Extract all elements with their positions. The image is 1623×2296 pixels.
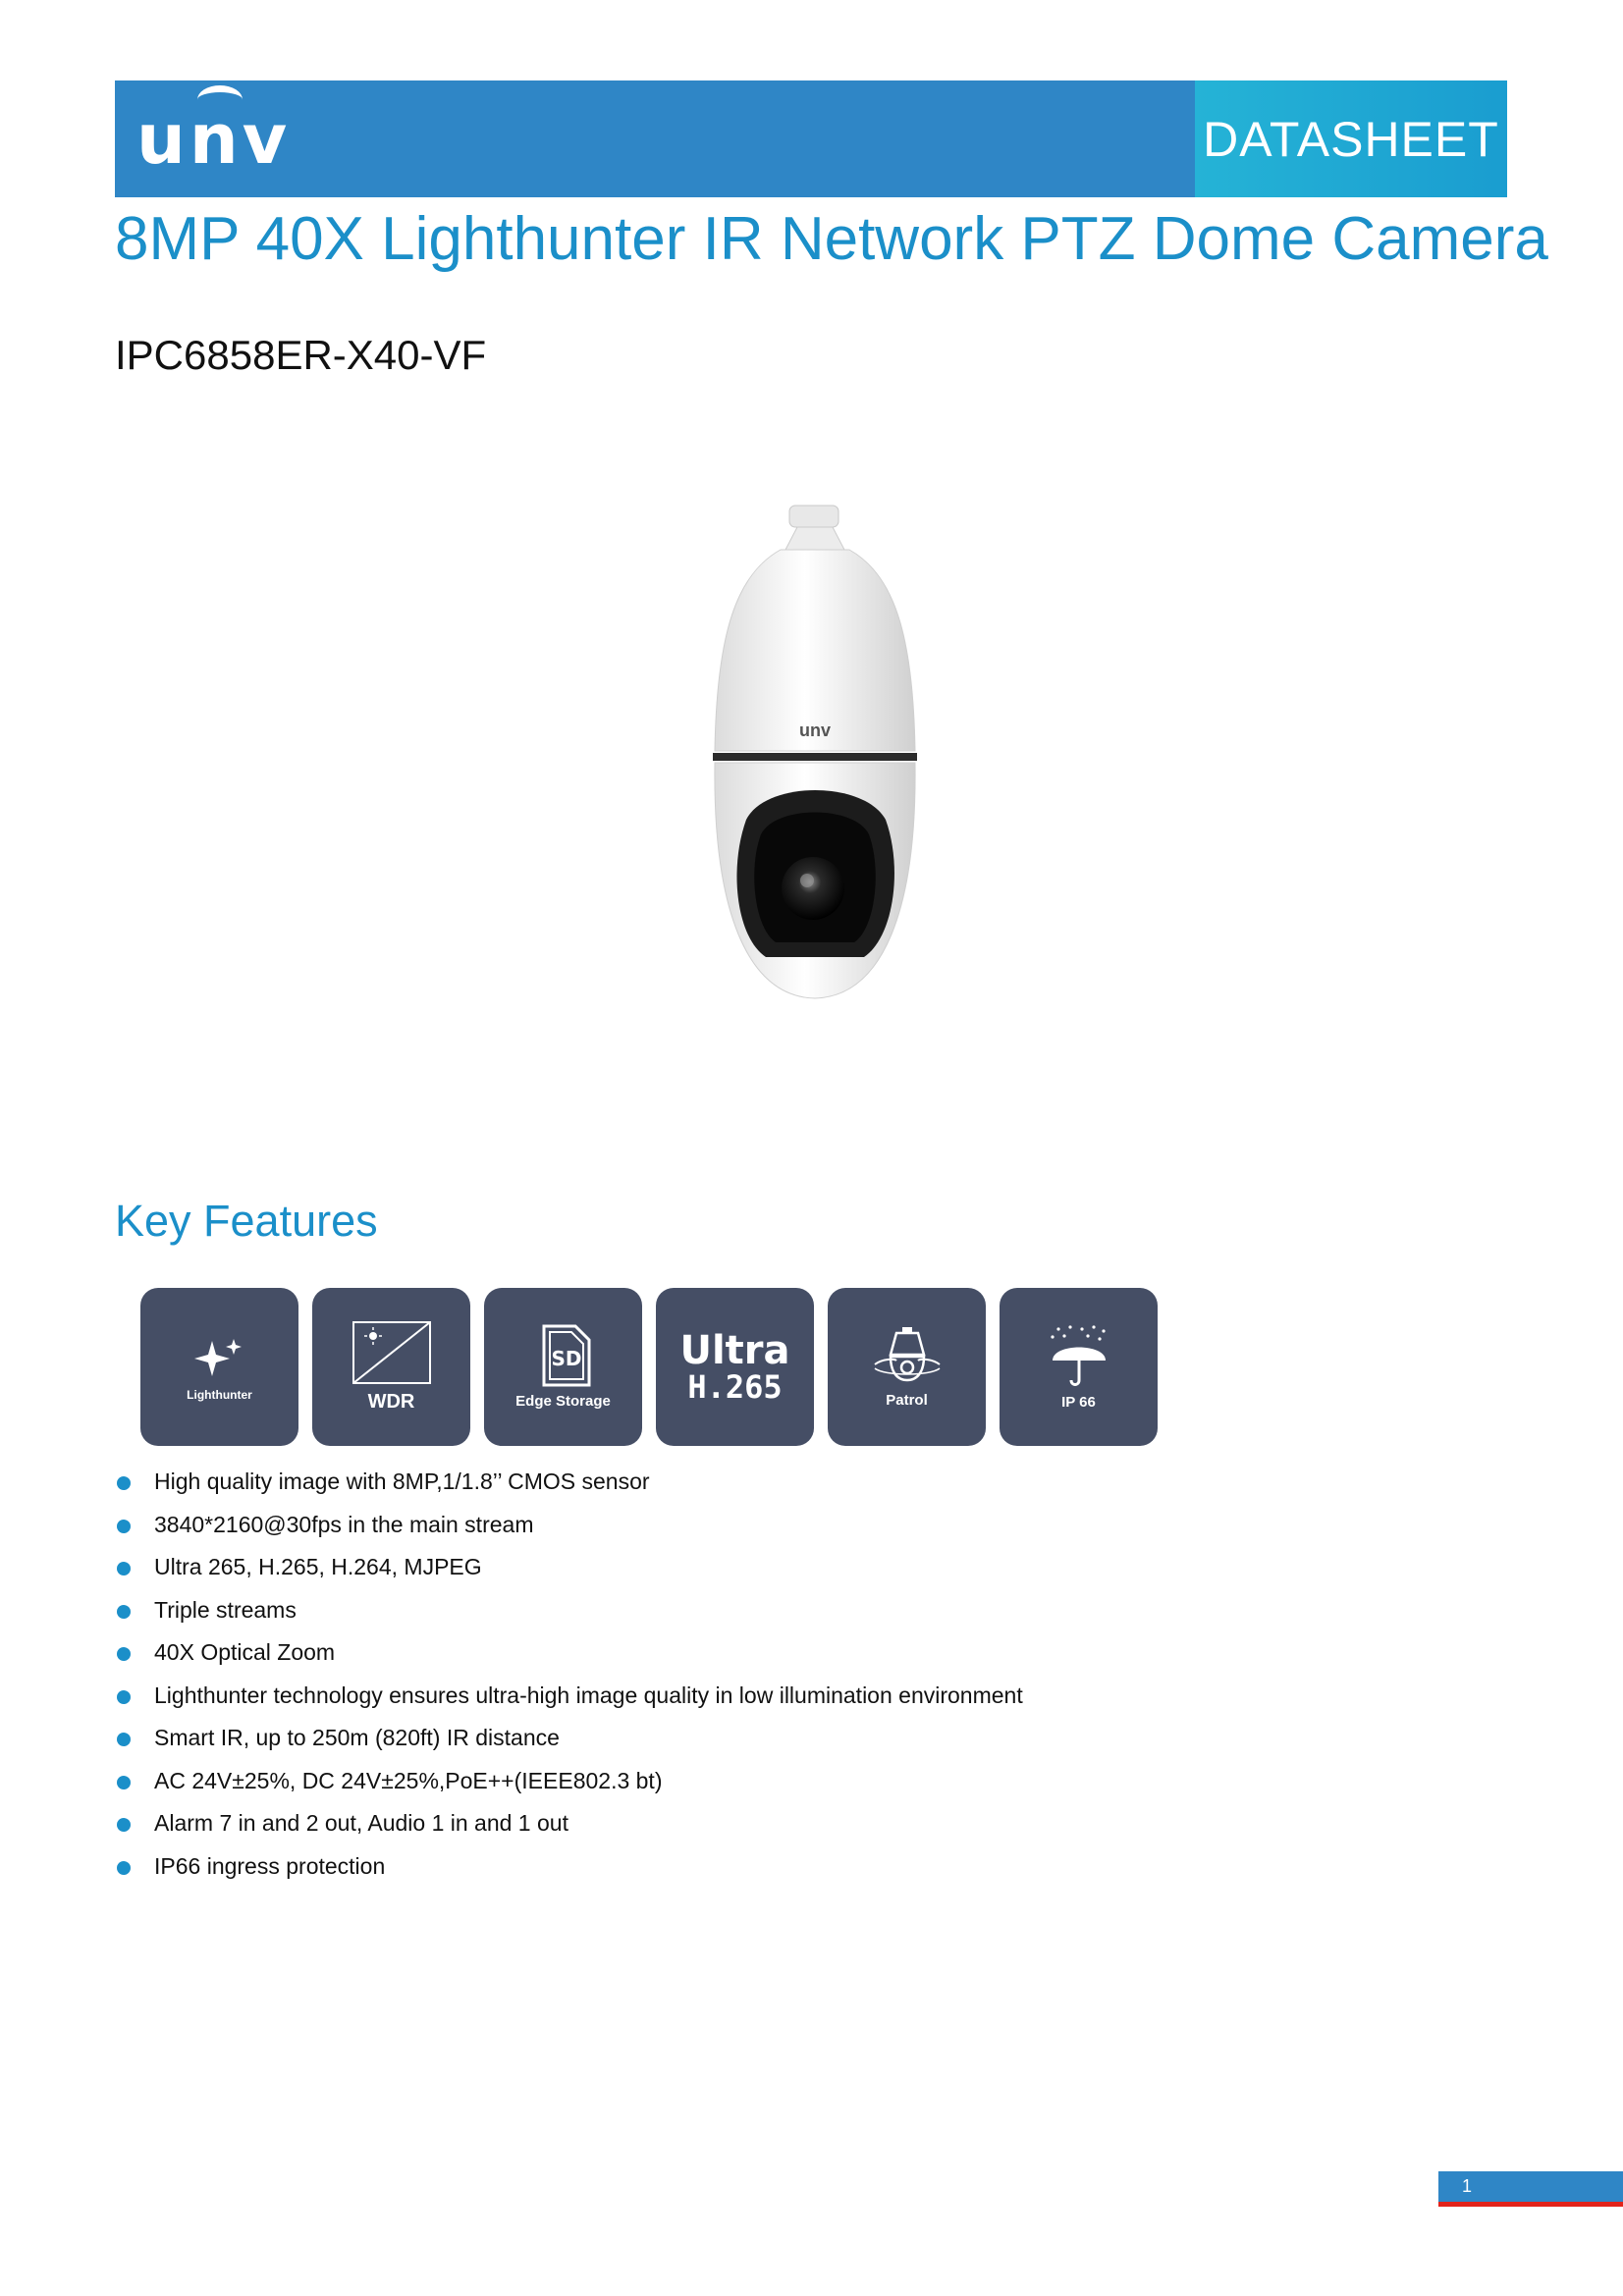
feature-icons xyxy=(140,1288,1158,1446)
feature-label-ip66: IP 66 xyxy=(1061,1394,1096,1411)
logo-arc-icon xyxy=(197,85,243,114)
feature-label-edge-storage: Edge Storage xyxy=(515,1393,611,1410)
list-item: Ultra 265, H.265, H.264, MJPEG xyxy=(115,1546,1023,1589)
feature-list xyxy=(115,1461,1023,1888)
sparkle-icon xyxy=(190,1333,249,1382)
feature-label-patrol: Patrol xyxy=(886,1392,928,1409)
key-features-heading: Key Features xyxy=(115,1196,378,1246)
ultra-label: Ultra xyxy=(679,1327,790,1373)
feature-tile-ip66 xyxy=(1000,1288,1158,1446)
list-item: 40X Optical Zoom xyxy=(115,1631,1023,1675)
list-item: High quality image with 8MP,1/1.8’’ CMOS sensor xyxy=(115,1461,1023,1504)
housing-seam xyxy=(713,753,917,761)
feature-tile-ultra-h265 xyxy=(656,1288,814,1446)
patrol-icon xyxy=(873,1325,942,1386)
camera-image xyxy=(668,496,962,1006)
wdr-icon xyxy=(352,1320,432,1385)
page-number: 1 xyxy=(1438,2171,1623,2207)
feature-label-lighthunter: Lighthunter xyxy=(187,1387,252,1402)
list-item: Lighthunter technology ensures ultra-high image quality in low illumination environment xyxy=(115,1675,1023,1718)
list-item: Alarm 7 in and 2 out, Audio 1 in and 1 out xyxy=(115,1802,1023,1845)
umbrella-icon xyxy=(1045,1323,1113,1388)
lens-highlight xyxy=(800,874,814,887)
logo-area xyxy=(115,80,1195,197)
list-item: 3840*2160@30fps in the main stream xyxy=(115,1504,1023,1547)
camera-lens xyxy=(782,857,844,920)
svg-text:SD: SD xyxy=(550,1347,582,1370)
h265-label: H.265 xyxy=(687,1367,783,1406)
list-item: Smart IR, up to 250m (820ft) IR distance xyxy=(115,1717,1023,1760)
list-item: AC 24V±25%, DC 24V±25%,PoE++(IEEE802.3 bt) xyxy=(115,1760,1023,1803)
datasheet-tab xyxy=(1195,80,1507,197)
list-item: IP66 ingress protection xyxy=(115,1845,1023,1889)
feature-tile-edge-storage xyxy=(484,1288,642,1446)
mount-neck xyxy=(785,527,844,550)
unv-logo xyxy=(136,98,292,180)
logo-text: unv xyxy=(136,98,292,180)
sd-card-icon xyxy=(536,1324,591,1387)
feature-label-wdr: WDR xyxy=(367,1391,415,1413)
datasheet-label: DATASHEET xyxy=(1203,111,1499,167)
feature-tile-lighthunter xyxy=(140,1288,298,1446)
mount-cap xyxy=(789,506,839,527)
feature-tile-patrol xyxy=(828,1288,986,1446)
list-item: Triple streams xyxy=(115,1589,1023,1632)
housing-brand: unv xyxy=(798,721,832,740)
model-number: IPC6858ER-X40-VF xyxy=(115,332,487,378)
header-bar xyxy=(115,80,1507,197)
feature-tile-wdr xyxy=(312,1288,470,1446)
product-title: 8MP 40X Lighthunter IR Network PTZ Dome Camera xyxy=(115,205,1548,273)
